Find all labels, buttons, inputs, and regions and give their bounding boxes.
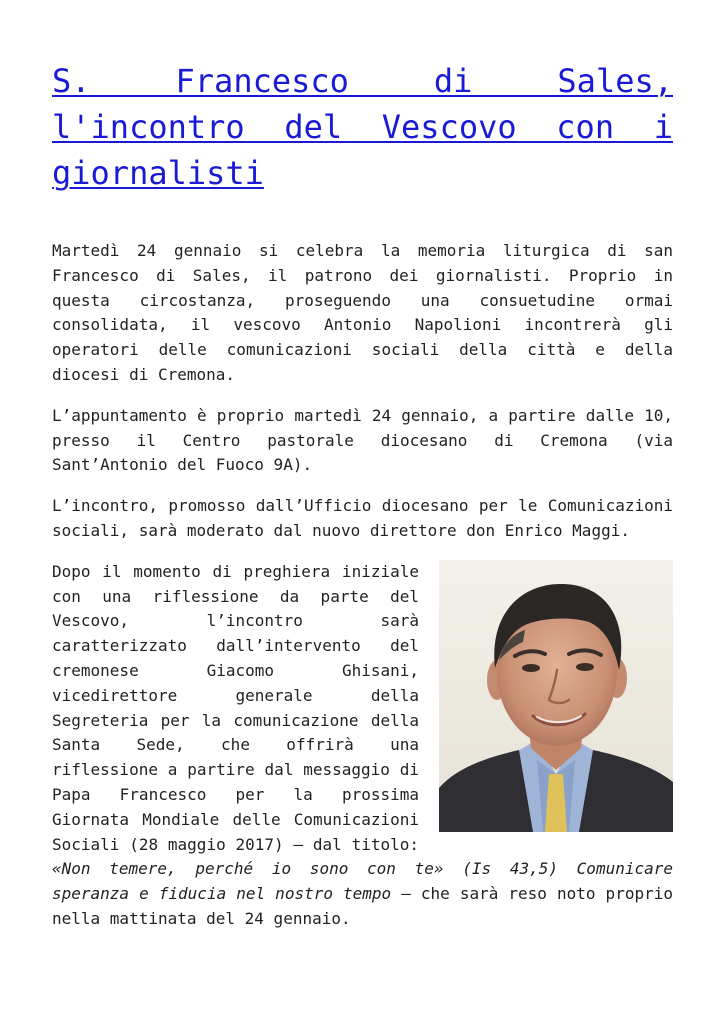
paragraph-program bbox=[52, 560, 673, 932]
portrait-photo bbox=[439, 560, 673, 832]
article-title-link[interactable]: S. Francesco di Sales, l'incontro del Vescovo con i giornalisti bbox=[52, 62, 673, 192]
article bbox=[52, 58, 673, 932]
paragraph-appointment: L’appuntamento è proprio martedì 24 gennaio, a partire dalle 10, presso il Centro pastorale diocesano di Cremona (via Sant’Antonio del Fuoco 9A). bbox=[52, 405, 673, 475]
paragraph-moderator: L’incontro, promosso dall’Ufficio diocesano per le Comunicazioni sociali, sarà moderato dal nuovo direttore don Enrico Maggi. bbox=[52, 496, 673, 540]
paragraph-intro: Martedì 24 gennaio si celebra la memoria liturgica di san Francesco di Sales, il patrono dei giornalisti. Proprio in questa circostanza, proseguendo una consuetudine ormai consolidata, il vescovo Antonio Napolioni incontrerà gli operatori delle comunicazioni sociali della città e della diocesi di Cremona. bbox=[52, 241, 673, 384]
message-title: «Non temere, perché io sono con te» (Is 43,5) Comunicare speranza e fiducia nel nostro tempo bbox=[52, 859, 673, 904]
article-title bbox=[52, 58, 673, 196]
program-text-end: – che sarà reso noto proprio nella mattinata del 24 gennaio. bbox=[52, 884, 673, 928]
program-text: Dopo il momento di preghiera iniziale con una riflessione da parte del Vescovo, l’incontro sarà caratterizzato dall’intervento del cremonese Giacomo Ghisani, vicedirettore generale della Segreteria per la comunicazione della Santa Sede, che offrirà una riflessione a partire dal messaggio di Papa Francesco per la prossima Giornata Mondiale delle Comunicazioni Sociali (28 maggio 2017) – dal titolo: bbox=[52, 561, 419, 854]
